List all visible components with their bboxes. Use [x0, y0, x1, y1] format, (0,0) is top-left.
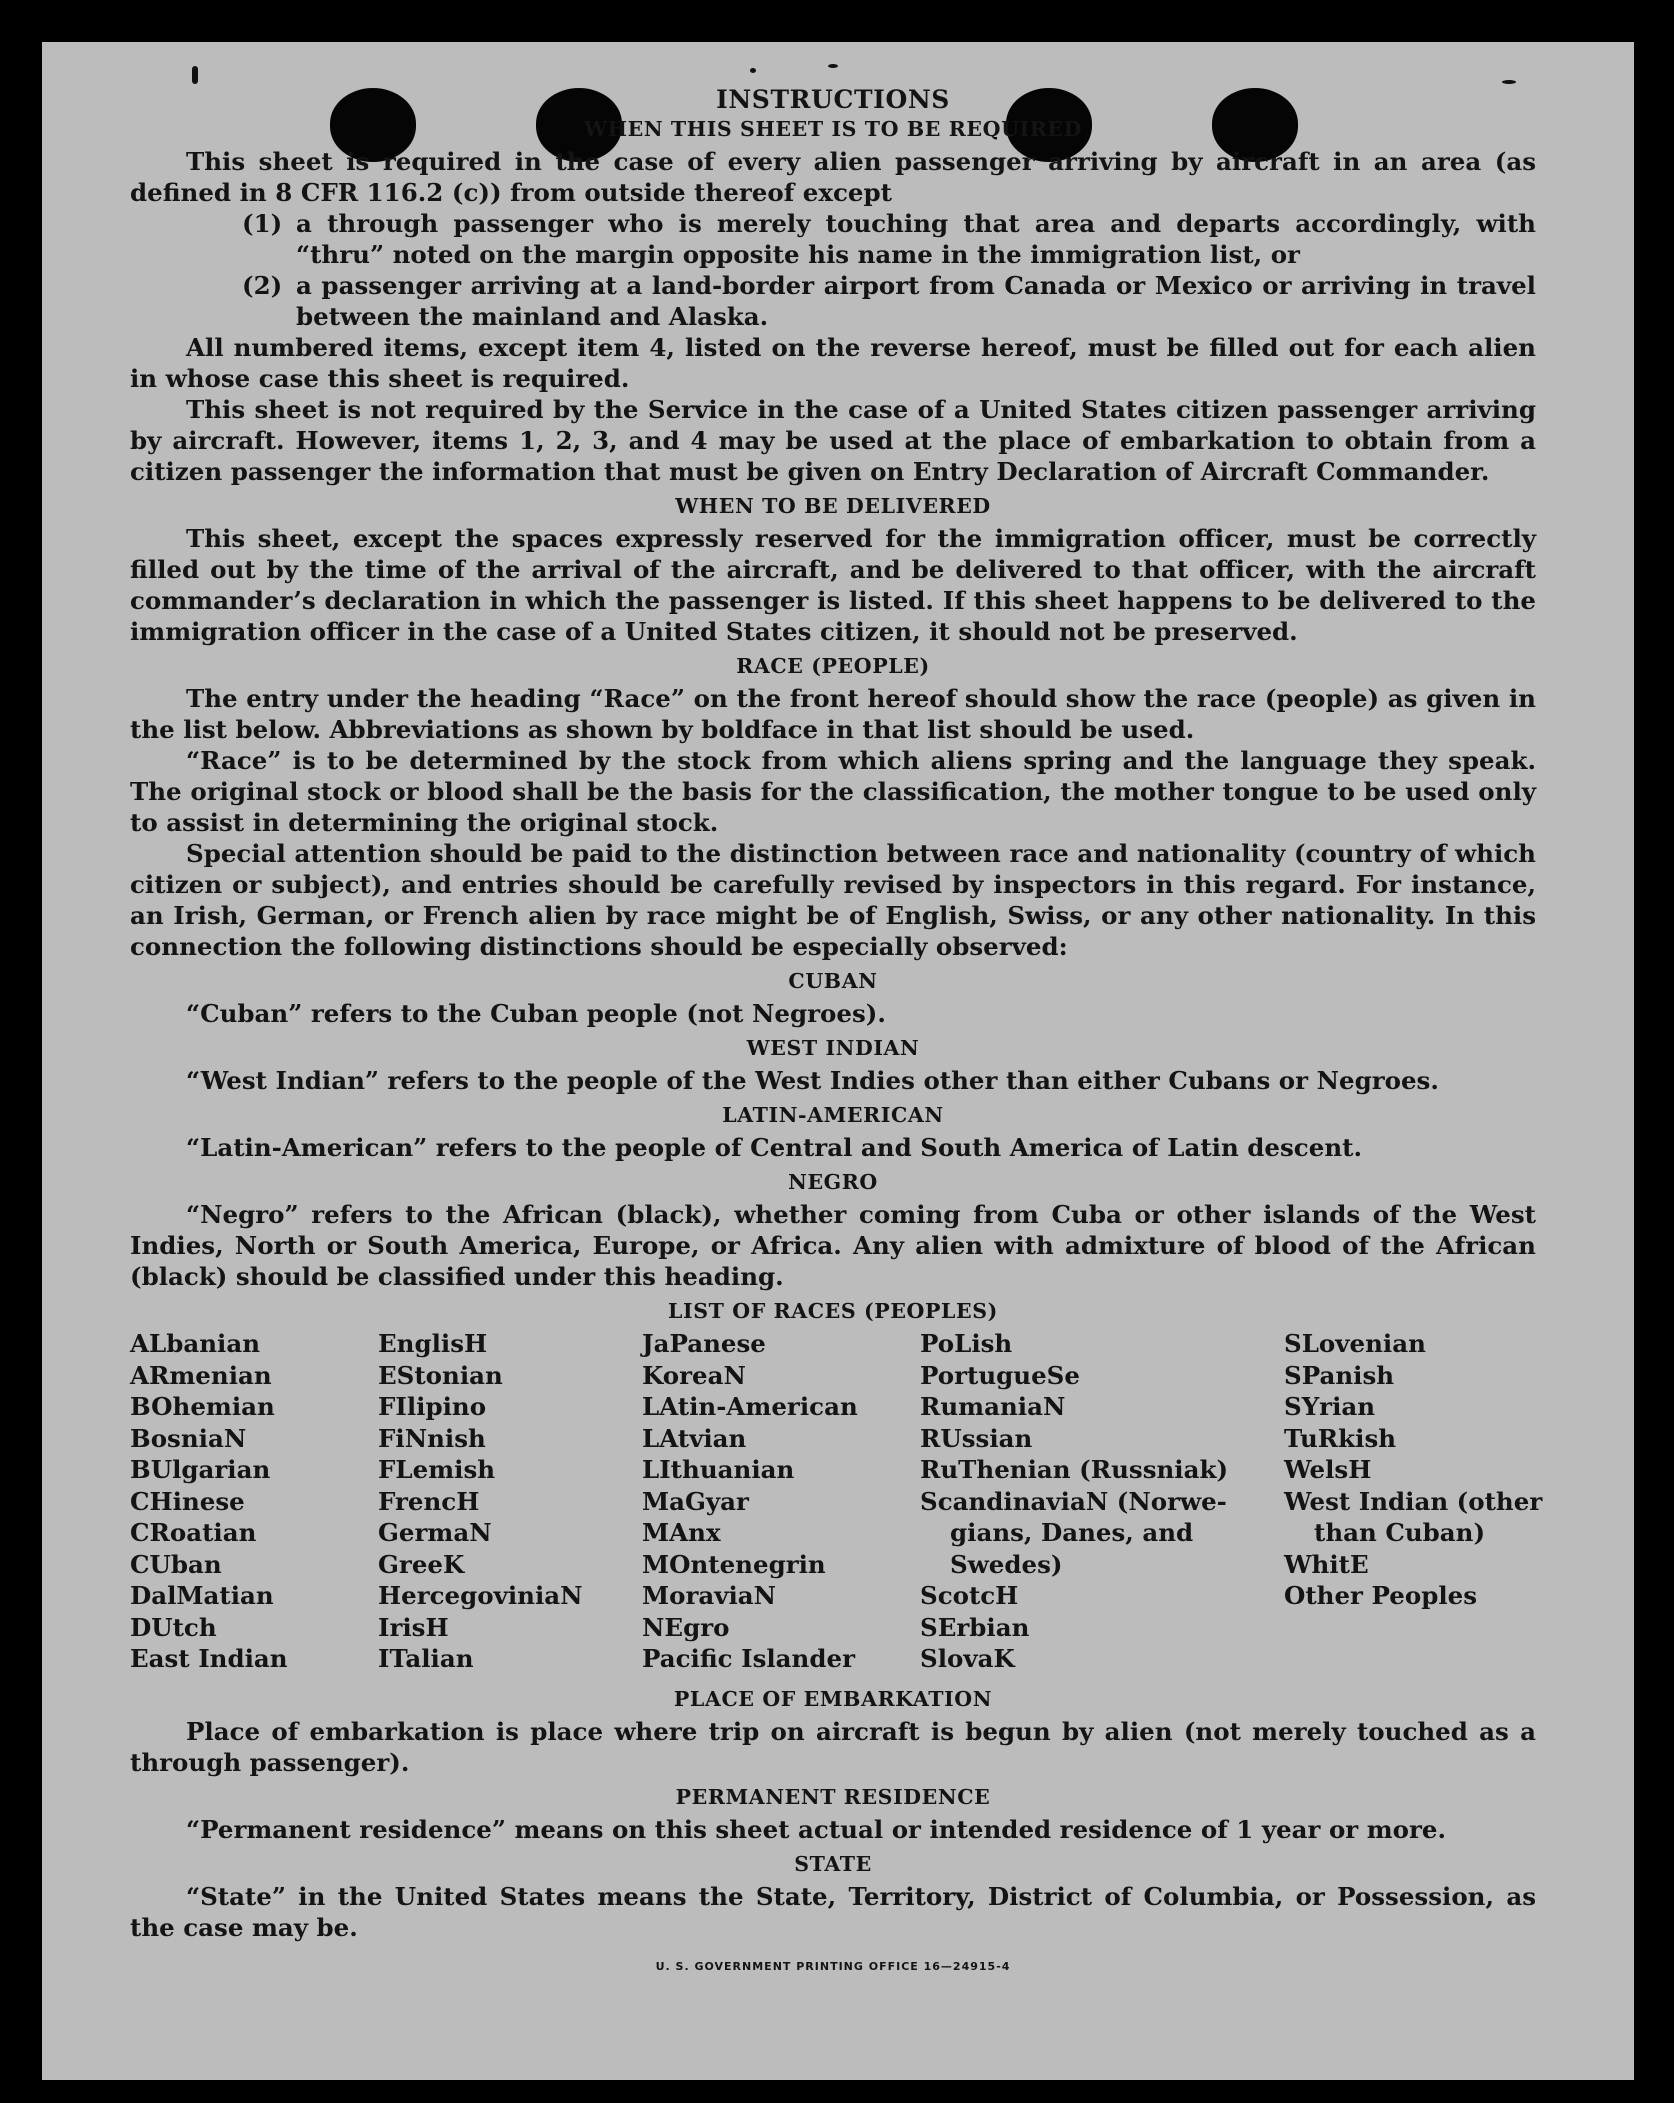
heading-west-indian: WEST INDIAN: [746, 1036, 920, 1060]
race-entry: LAtvian: [642, 1423, 747, 1453]
required-paragraph-items: All numbered items, except item 4, listed on the reverse hereof, must be filled out for each alien in whose case this sheet is required.: [130, 333, 1536, 393]
exception-item: [242, 208, 1536, 270]
race-entry: SLovenian: [1284, 1329, 1426, 1358]
race-entry: FrencH: [378, 1486, 480, 1516]
speck: [192, 66, 198, 84]
heading-negro: NEGRO: [788, 1170, 878, 1194]
race-entry: NEgro: [642, 1612, 730, 1642]
race-entry: RumaniaN: [920, 1392, 1066, 1421]
heading-latin-american: LATIN-AMERICAN: [722, 1103, 944, 1127]
race-entry: Swedes): [950, 1549, 1063, 1579]
race-entry: ScotcH: [920, 1581, 1019, 1610]
race-entry: MAnx: [642, 1518, 721, 1547]
race-entry: CRoatian: [130, 1518, 257, 1547]
race-entry: ARmenian: [130, 1360, 272, 1390]
race-entry: PortugueSe: [920, 1360, 1080, 1390]
race-paragraph-1: The entry under the heading “Race” on the front hereof should show the race (people) as given in the list below. Abbreviations as shown by boldface in that list should be used.: [130, 684, 1536, 744]
heading-state: STATE: [794, 1852, 872, 1876]
race-entry: than Cuban): [1314, 1518, 1486, 1547]
race-entry: SErbian: [920, 1612, 1030, 1642]
race-entry: WhitE: [1284, 1549, 1369, 1579]
race-entry: SYrian: [1284, 1392, 1376, 1421]
race-entry: LIthuanian: [642, 1455, 795, 1484]
race-entry: FIlipino: [378, 1392, 487, 1421]
race-entry: KoreaN: [642, 1360, 746, 1390]
race-entry: GermaN: [378, 1518, 492, 1547]
race-entry: Other Peoples: [1284, 1581, 1478, 1610]
cuban-paragraph: “Cuban” refers to the Cuban people (not Negroes).: [186, 999, 886, 1028]
race-entry: WelsH: [1284, 1455, 1372, 1484]
race-entry: LAtin-American: [642, 1392, 858, 1421]
heading-race: RACE (PEOPLE): [736, 654, 930, 678]
heading-cuban: CUBAN: [788, 969, 878, 993]
speck: [828, 64, 838, 68]
race-entry: MoraviaN: [642, 1581, 777, 1610]
races-column-2: [378, 1328, 583, 1675]
item-number: (1): [242, 209, 283, 238]
race-entry: West Indian (other: [1284, 1486, 1543, 1516]
race-entry: East Indian: [130, 1644, 288, 1673]
races-column-5: [1284, 1328, 1542, 1612]
document-page: [42, 42, 1634, 2080]
race-entry: BOhemian: [130, 1392, 275, 1421]
races-column-1: [130, 1328, 288, 1675]
embarkation-paragraph: Place of embarkation is place where trip on aircraft is begun by alien (not merely touched as a through passenger).: [130, 1717, 1536, 1777]
race-entry: SPanish: [1284, 1360, 1395, 1390]
printer-imprint: U. S. GOVERNMENT PRINTING OFFICE 16—24915-4: [655, 1960, 1011, 1973]
races-list: [130, 1328, 1543, 1680]
race-paragraph-3: Special attention should be paid to the distinction between race and nationality (country of which citizen or subject), and entries should be carefully revised by inspectors in this regard. For instance, an Irish, German, or French alien by race might be of English, Swiss, or any other nationality. In this connection the following distinctions should be especially observed:: [130, 839, 1536, 961]
race-entry: IrisH: [378, 1612, 449, 1642]
race-entry: ScandinaviaN (Norwe-: [920, 1486, 1227, 1516]
heading-list-of-races: LIST OF RACES (PEOPLES): [668, 1299, 998, 1323]
race-entry: TuRkish: [1284, 1423, 1397, 1453]
races-column-3: [642, 1328, 858, 1675]
heading-when-delivered: WHEN TO BE DELIVERED: [675, 494, 991, 518]
race-entry: BosniaN: [130, 1423, 247, 1453]
race-entry: JaPanese: [642, 1329, 766, 1358]
race-entry: RuThenian (Russniak): [920, 1455, 1229, 1484]
race-entry: DalMatian: [130, 1581, 274, 1610]
heading-embarkation: PLACE OF EMBARKATION: [673, 1687, 993, 1711]
race-paragraph-2: “Race” is to be determined by the stock from which aliens spring and the language they speak. The original stock or blood shall be the basis for the classification, the mother tongue to be used only to assist in determining the original stock.: [130, 746, 1536, 837]
item-text: a through passenger who is merely touching that area and departs accordingly, with “thru” noted on the margin opposite his name in the immigration list, or: [296, 209, 1536, 269]
residence-paragraph: “Permanent residence” means on this sheet actual or intended residence of 1 year or more.: [186, 1815, 1447, 1844]
negro-paragraph: “Negro” refers to the African (black), whether coming from Cuba or other islands of the West Indies, North or South America, Europe, or Africa. Any alien with admixture of blood of the African (black) should be classified under this heading.: [130, 1200, 1536, 1291]
exception-item: [242, 270, 1536, 332]
race-entry: RUssian: [920, 1423, 1033, 1453]
race-entry: ITalian: [378, 1644, 474, 1673]
race-entry: GreeK: [378, 1549, 465, 1579]
instructions-content: [130, 84, 1543, 1982]
heading-permanent-residence: PERMANENT RESIDENCE: [675, 1785, 991, 1809]
race-entry: CUban: [130, 1549, 222, 1579]
race-entry: SlovaK: [920, 1644, 1015, 1673]
speck: [750, 68, 756, 73]
race-entry: CHinese: [130, 1486, 245, 1516]
race-entry: PoLish: [920, 1329, 1013, 1358]
race-entry: FLemish: [378, 1455, 496, 1484]
page-title: INSTRUCTIONS: [716, 85, 950, 114]
race-entry: MaGyar: [642, 1486, 749, 1516]
latin-american-paragraph: “Latin-American” refers to the people of Central and South America of Latin descent.: [186, 1133, 1362, 1162]
race-entry: BUlgarian: [130, 1455, 271, 1484]
race-entry: gians, Danes, and: [950, 1518, 1194, 1547]
state-paragraph: “State” in the United States means the State, Territory, District of Columbia, or Possession, as the case may be.: [130, 1882, 1536, 1942]
heading-when-required: WHEN THIS SHEET IS TO BE REQUIRED: [584, 117, 1082, 141]
item-text: a passenger arriving at a land-border airport from Canada or Mexico or arriving in travel between the mainland and Alaska.: [296, 271, 1536, 331]
race-entry: DUtch: [130, 1612, 217, 1642]
west-indian-paragraph: “West Indian” refers to the people of the West Indies other than either Cubans or Negroes.: [186, 1066, 1439, 1095]
required-intro: This sheet is required in the case of every alien passenger arriving by aircraft in an area (as defined in 8 CFR 116.2 (c)) from outside thereof except: [130, 147, 1536, 207]
item-number: (2): [242, 271, 283, 300]
race-entry: EnglisH: [378, 1329, 488, 1358]
races-column-4: [920, 1328, 1228, 1675]
race-entry: MOntenegrin: [642, 1549, 826, 1579]
required-paragraph-citizen: This sheet is not required by the Service in the case of a United States citizen passenger arriving by aircraft. However, items 1, 2, 3, and 4 may be used at the place of embarkation to obtain from a citizen passenger the information that must be given on Entry Declaration of Aircraft Commander.: [130, 395, 1536, 486]
race-entry: FiNnish: [378, 1423, 486, 1453]
race-entry: EStonian: [378, 1360, 503, 1390]
race-entry: ALbanian: [130, 1329, 261, 1358]
race-entry: Pacific Islander: [642, 1644, 855, 1673]
delivered-paragraph: This sheet, except the spaces expressly reserved for the immigration officer, must be correctly filled out by the time of the arrival of the aircraft, and be delivered to that officer, with the aircraft commander’s declaration in which the passenger is listed. If this sheet happens to be delivered to the immigration officer in the case of a United States citizen, it should not be preserved.: [130, 524, 1536, 646]
race-entry: HercegoviniaN: [378, 1581, 583, 1610]
